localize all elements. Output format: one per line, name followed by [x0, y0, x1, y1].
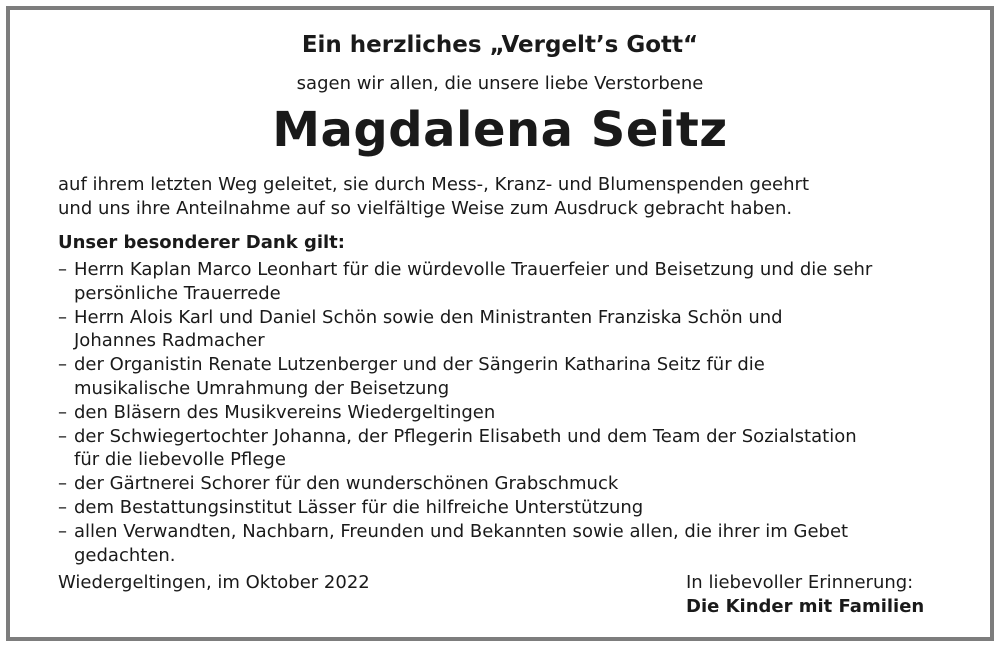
thanks-item	[58, 496, 958, 520]
notice-subline: sagen wir allen, die unsere liebe Verstorbene	[296, 73, 704, 94]
signature: Die Kinder mit Familien	[686, 596, 925, 617]
thanks-item-line: den Bläsern des Musikvereins Wiedergeltingen	[74, 401, 496, 423]
dash-marker: –	[58, 496, 67, 518]
thanks-item	[58, 425, 958, 473]
closing-line: In liebevoller Erinnerung:	[686, 572, 914, 593]
dash-marker: –	[58, 401, 67, 423]
thanks-item-line: musikalische Umrahmung der Beisetzung	[74, 377, 450, 399]
deceased-name: Magdalena Seitz	[272, 102, 728, 158]
closing-block	[686, 571, 924, 619]
dash-marker: –	[58, 306, 67, 328]
intro-line: auf ihrem letzten Weg geleitet, sie durch Mess-, Kranz- und Blumenspenden geehrt	[58, 174, 809, 195]
thanks-item-line: dem Bestattungsinstitut Lässer für die hilfreiche Unterstützung	[74, 496, 644, 518]
dash-marker: –	[58, 425, 67, 447]
thanks-item-line: gedachten.	[74, 544, 176, 566]
place-date: Wiedergeltingen, im Oktober 2022	[58, 572, 370, 593]
thanks-item	[58, 353, 958, 401]
thanks-item-line: allen Verwandten, Nachbarn, Freunden und Bekannten sowie allen, die ihrer im Gebet	[74, 520, 849, 542]
intro-line: und uns ihre Anteilnahme auf so vielfältige Weise zum Ausdruck gebracht haben.	[58, 198, 793, 219]
thanks-list	[58, 258, 958, 567]
thanks-item	[58, 258, 958, 306]
dash-marker: –	[58, 259, 67, 280]
thanks-item-line: Herrn Kaplan Marco Leonhart für die würdevolle Trauerfeier und Beisetzung und die sehr	[74, 259, 873, 280]
thanks-heading: Unser besonderer Dank gilt:	[58, 232, 345, 253]
thanks-item-line: der Schwiegertochter Johanna, der Pflegerin Elisabeth und dem Team der Sozialstation	[74, 425, 857, 447]
thanks-item-line: persönliche Trauerrede	[74, 282, 281, 304]
dash-marker: –	[58, 520, 67, 542]
thanks-item-line: der Gärtnerei Schorer für den wunderschönen Grabschmuck	[74, 473, 619, 495]
thanks-item	[58, 472, 958, 496]
thanks-item-line: der Organistin Renate Lutzenberger und der Sängerin Katharina Seitz für die	[74, 354, 765, 376]
dash-marker: –	[58, 473, 67, 495]
thanks-item	[58, 401, 958, 425]
thanks-item	[58, 520, 958, 568]
thanks-item	[58, 306, 958, 354]
thanks-item-line: für die liebevolle Pflege	[74, 449, 286, 471]
thanks-item-line: Johannes Radmacher	[74, 330, 265, 352]
intro-paragraph	[58, 173, 958, 221]
dash-marker: –	[58, 354, 67, 376]
thanks-item-line: Herrn Alois Karl und Daniel Schön sowie den Ministranten Franziska Schön und	[74, 306, 783, 328]
notice-headline: Ein herzliches „Vergelt’s Gott“	[301, 32, 699, 58]
